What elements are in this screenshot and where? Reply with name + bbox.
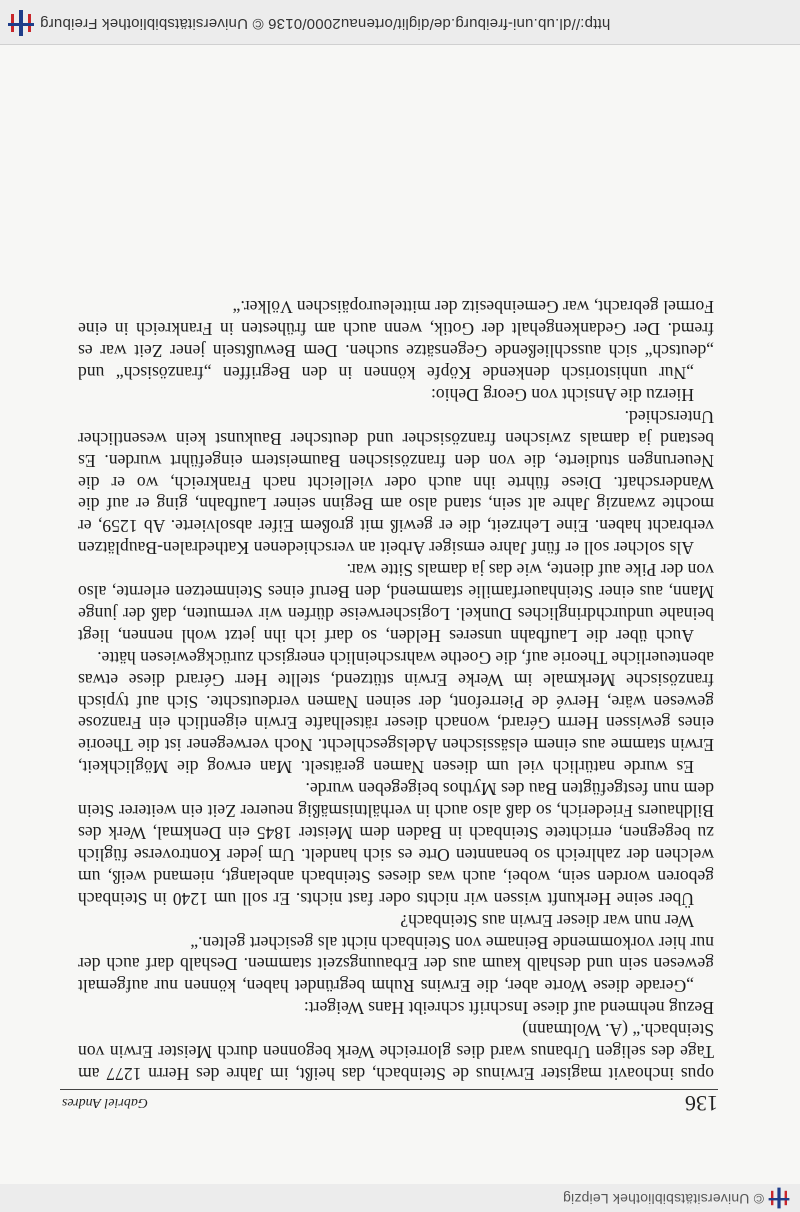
- paragraph: Als solcher soll er fünf Jahre emsiger Arbeit an verschiedenen Kathedralen-Bauplätzen verbracht haben. Eine Lehrzeit, die er gewiß mit großem Eifer absolvierte. Ab 1259, er mochte zwanzig Jahre alt sein, stand also am Beginn seiner Laufbahn, ging er auf die Wanderschaft. Diese führte ihn auch oder vielleicht nach Frankreich, wo er die Neuerungen studierte, die von den französischen Baumeistern eingeführt wurden. Es bestand ja damals zwischen französischer und deutscher Baukunst kein wesentlicher Unterschied.: [78, 406, 714, 559]
- paragraph: Über seine Herkunft wissen wir nichts oder fast nichts. Er soll um 1240 in Steinbach geboren worden sein, wobei, auch was dieses Steinbach anbelangt, niemand weiß, um welchen der zahlreich so benannten Orte es sich handelt. Um jeder Kontroverse füglich zu begegnen, errichtete Steinbach in Baden dem Meister 1845 ein Denkmal, Werk des Bildhauers Friederich, so daß also auch in verhältnismäßig neuerer Zeit ein weiterer Stein dem nun festgefügten Bau des Mythos beigegeben wurde.: [78, 779, 714, 909]
- quote-paragraph: „Gerade diese Worte aber, die Erwins Ruhm begründet haben, können nur aufgemalt gewesen sein und deshalb kaum aus der Erbauungszeit stammen. Deshalb darf auch der nur hier vorkommende Beiname von Steinbach nicht als gesichert gelten.“: [78, 932, 714, 997]
- page-number: 136: [685, 1091, 718, 1116]
- library-url-text[interactable]: http://dl.ub.uni-freiburg.de/diglit/ortenau2000/0136 © Universitätsbibliothek Freiburg: [40, 15, 611, 32]
- paragraph: Es wurde natürlich viel um diesen Namen gerätselt. Man erwog die Möglichkeit, Erwin stamme aus einem elsässischen Adelsgeschlecht. Noch verwegener ist die Theorie eines gewissen Herrn Gérard, wonach dieser rätselhafte Erwin eigentlich ein Franzose gewesen wäre, Hervé de Pierrefont, der seinen Namen verdeutschte. Sich auf typisch französische Merkmale im Werke Erwin stützend, stellte Herr Gérard diese etwas abenteuerliche Theorie auf, die Goethe wahrscheinlich energisch zurückgewiesen hätte.: [78, 647, 714, 778]
- paragraph: opus inchoavit magister Erwinus de Steinbach, das heißt, im Jahre des Herrn 1277 am Tage des seligen Urbanus ward dies glorreiche Werk begonnen durch Meister Erwin von Steinbach.“ (A. Woltmann): [78, 1020, 714, 1084]
- paragraph: Auch über die Laufbahn unseres Helden, so darf ich ihn jetzt wohl nennen, liegt beinahe undurchdringliches Dunkel. Logischerweise dürfen wir vermuten, daß der junge Mann, aus einer Steinhauerfamilie stammend, den Beruf eines Steinmetzen erlernte, also von der Pike auf diente, wie das ja damals Sitte war.: [78, 560, 714, 646]
- page-header: [60, 1089, 718, 1116]
- university-logo-icon: [769, 1188, 790, 1209]
- university-logo-icon: [8, 10, 34, 36]
- library-top-bar: [0, 1183, 800, 1212]
- paragraph: Bezug nehmend auf diese Inschrift schreibt Hans Weigert:: [303, 998, 714, 1019]
- library-url-bar: [0, 0, 800, 45]
- library-credit-top: © Universitätsbibliothek Leipzig: [562, 1191, 764, 1207]
- quote-paragraph: „Nur unhistorisch denkende Köpfe können in den Begriffen „französisch“ und „deutsch“ sich ausschließende Gegensätze suchen. Dem Bewußtsein jener Zeit war es fremd. Der Gedankengehalt der Gotik, wenn auch am frühesten in Frankreich in eine Formel gebracht, war Gemeinbesitz der mitteleuropäischen Völker.“: [78, 297, 714, 383]
- running-head-author: Gabriel Andres: [62, 1095, 148, 1110]
- paragraph: Wer nun war dieser Erwin aus Steinbach?: [400, 910, 694, 931]
- body-text: [78, 295, 714, 1084]
- paragraph: Hierzu die Ansicht von Georg Dehio:: [430, 384, 694, 405]
